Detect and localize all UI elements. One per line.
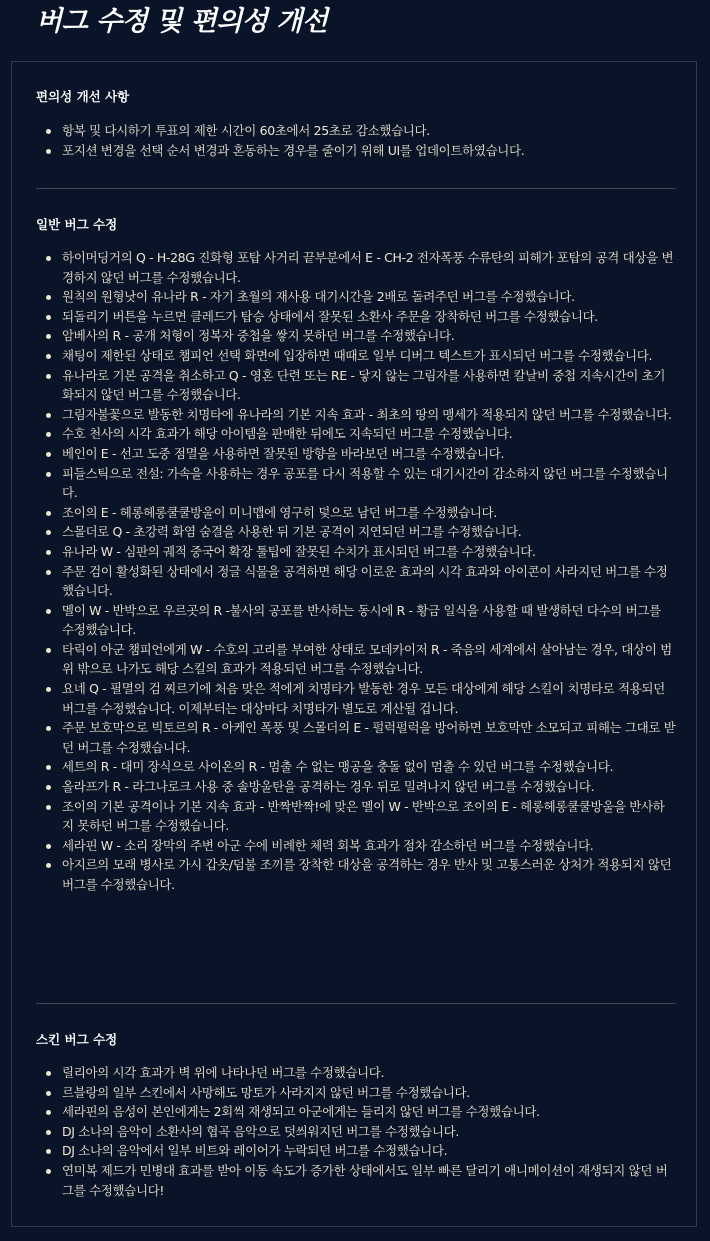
list-item: 항복 및 다시하기 투표의 제한 시간이 60초에서 25초로 감소했습니다. xyxy=(36,121,676,141)
list-item: 연미복 제드가 민병대 효과를 받아 이동 속도가 증가한 상태에서도 일부 빠른 달리기 애니메이션이 재생되지 않던 버그를 수정했습니다! xyxy=(36,1161,676,1200)
list-item: 릴리아의 시각 효과가 벽 위에 나타나던 버그를 수정했습니다. xyxy=(36,1063,676,1083)
list-item: 주문 검이 활성화된 상태에서 정글 식물을 공격하면 해당 이로운 효과의 시각 효과와 아이콘이 사라지던 버그를 수정했습니다. xyxy=(36,562,676,601)
list-item: 유나라로 기본 공격을 취소하고 Q - 영혼 단련 또는 RE - 닿지 않는 그림자를 사용하면 칼날비 중첩 지속시간이 초기화되지 않던 버그를 수정했습니다. xyxy=(36,366,676,405)
list-item: 조이의 E - 헤롱헤롱쿨쿨방울이 미니맵에 영구히 덫으로 남던 버그를 수정했습니다. xyxy=(36,503,676,523)
list-item: 조이의 기본 공격이나 기본 지속 효과 - 반짝반짝!에 맞은 멜이 W - 반박으로 조이의 E - 헤롱헤롱쿨쿨방울을 반사하지 못하던 버그를 수정했습니다. xyxy=(36,797,676,836)
list-item: 원칙의 원형낫이 유나라 R - 자기 초월의 재사용 대기시간을 2배로 돌려주던 버그를 수정했습니다. xyxy=(36,287,676,307)
list-item: 세라핀의 음성이 본인에게는 2회씩 재생되고 아군에게는 들리지 않던 버그를 수정했습니다. xyxy=(36,1102,676,1122)
list-item: 포지션 변경을 선택 순서 변경과 혼동하는 경우를 줄이기 위해 UI를 업데이트하였습니다. xyxy=(36,141,676,161)
convenience-list xyxy=(36,121,676,160)
page-title: 버그 수정 및 편의성 개선 xyxy=(36,6,328,37)
section-heading: 일반 버그 수정 xyxy=(36,217,118,232)
list-item: 주문 보호막으로 빅토르의 R - 아케인 폭풍 및 스몰더의 E - 펄럭펄럭을 방어하면 보호막만 소모되고 피해는 그대로 받던 버그를 수정했습니다. xyxy=(36,718,676,757)
list-item: 멜이 W - 반박으로 우르곳의 R -불사의 공포를 반사하는 동시에 R - 황금 일식을 사용할 때 발생하던 다수의 버그를 수정했습니다. xyxy=(36,601,676,640)
list-item: 피들스틱으로 전설: 가속을 사용하는 경우 공포를 다시 적용할 수 있는 대기시간이 감소하지 않던 버그를 수정했습니다. xyxy=(36,464,676,503)
section-divider xyxy=(36,1003,676,1004)
section-divider xyxy=(36,188,676,189)
list-item: 아지르의 모래 병사로 가시 갑옷/덤불 조끼를 장착한 대상을 공격하는 경우 반사 및 고통스러운 상처가 적용되지 않던 버그를 수정했습니다. xyxy=(36,855,676,894)
list-item: 세라핀 W - 소리 장막의 주변 아군 수에 비례한 체력 회복 효과가 점차 감소하던 버그를 수정했습니다. xyxy=(36,836,676,856)
list-item: 유나라 W - 심판의 궤적 중국어 확장 툴팁에 잘못된 수치가 표시되던 버그를 수정했습니다. xyxy=(36,542,676,562)
general-bugfix-list xyxy=(36,248,676,895)
list-item: 올라프가 R - 라그나로크 사용 중 솔방울탄을 공격하는 경우 뒤로 밀려나지 않던 버그를 수정했습니다. xyxy=(36,777,676,797)
list-item: 채팅이 제한된 상태로 챔피언 선택 화면에 입장하면 때때로 일부 디버그 텍스트가 표시되던 버그를 수정했습니다. xyxy=(36,346,676,366)
patch-notes-panel xyxy=(11,61,697,1227)
list-item: 되돌리기 버튼을 누르면 클레드가 탑승 상태에서 잘못된 소환사 주문을 장착하던 버그를 수정했습니다. xyxy=(36,307,676,327)
section-heading: 스킨 버그 수정 xyxy=(36,1032,118,1047)
list-item: DJ 소나의 음악에서 일부 비트와 레이어가 누락되던 버그를 수정했습니다. xyxy=(36,1141,676,1161)
list-item: 암베사의 R - 공개 처형이 정복자 중첩을 쌓지 못하던 버그를 수정했습니다. xyxy=(36,326,676,346)
section-convenience xyxy=(36,88,676,160)
list-item: 베인이 E - 선고 도중 점멸을 사용하면 잘못된 방향을 바라보던 버그를 수정했습니다. xyxy=(36,444,676,464)
section-skin-bugfixes xyxy=(36,1031,676,1200)
list-item: 수호 천사의 시각 효과가 해당 아이템을 판매한 뒤에도 지속되던 버그를 수정했습니다. xyxy=(36,424,676,444)
list-item: 세트의 R - 대미 장식으로 사이온의 R - 멈출 수 없는 맹공을 충돌 없이 멈출 수 있던 버그를 수정했습니다. xyxy=(36,757,676,777)
list-item: DJ 소나의 음악이 소환사의 협곡 음악으로 덧씌워지던 버그를 수정했습니다. xyxy=(36,1122,676,1142)
list-item: 하이머딩거의 Q - H-28G 진화형 포탑 사거리 끝부분에서 E - CH-2 전자폭풍 수류탄의 피해가 포탑의 공격 대상을 변경하지 않던 버그를 수정했습니다. xyxy=(36,248,676,287)
list-item: 요네 Q - 필멸의 검 찌르기에 처음 맞은 적에게 치명타가 발동한 경우 모든 대상에게 해당 스킬이 치명타로 적용되던 버그를 수정했습니다. 이제부터는 대상마다 치명타가 별도로 계산될 겁니다. xyxy=(36,679,676,718)
skin-bugfix-list xyxy=(36,1063,676,1200)
section-general-bugfixes xyxy=(36,216,676,895)
section-heading: 편의성 개선 사항 xyxy=(36,89,130,104)
list-item: 르블랑의 일부 스킨에서 사망해도 망토가 사라지지 않던 버그를 수정했습니다. xyxy=(36,1083,676,1103)
list-item: 타릭이 아군 챔피언에게 W - 수호의 고리를 부여한 상태로 모데카이저 R - 죽음의 세계에서 살아남는 경우, 대상이 범위 밖으로 나가도 해당 스킬의 효과가 적용되던 버그를 수정했습니다. xyxy=(36,640,676,679)
list-item: 스몰더로 Q - 초강력 화염 숨결을 사용한 뒤 기본 공격이 지연되던 버그를 수정했습니다. xyxy=(36,522,676,542)
list-item: 그림자불꽃으로 발동한 치명타에 유나라의 기본 지속 효과 - 최초의 땅의 맹세가 적용되지 않던 버그를 수정했습니다. xyxy=(36,405,676,425)
